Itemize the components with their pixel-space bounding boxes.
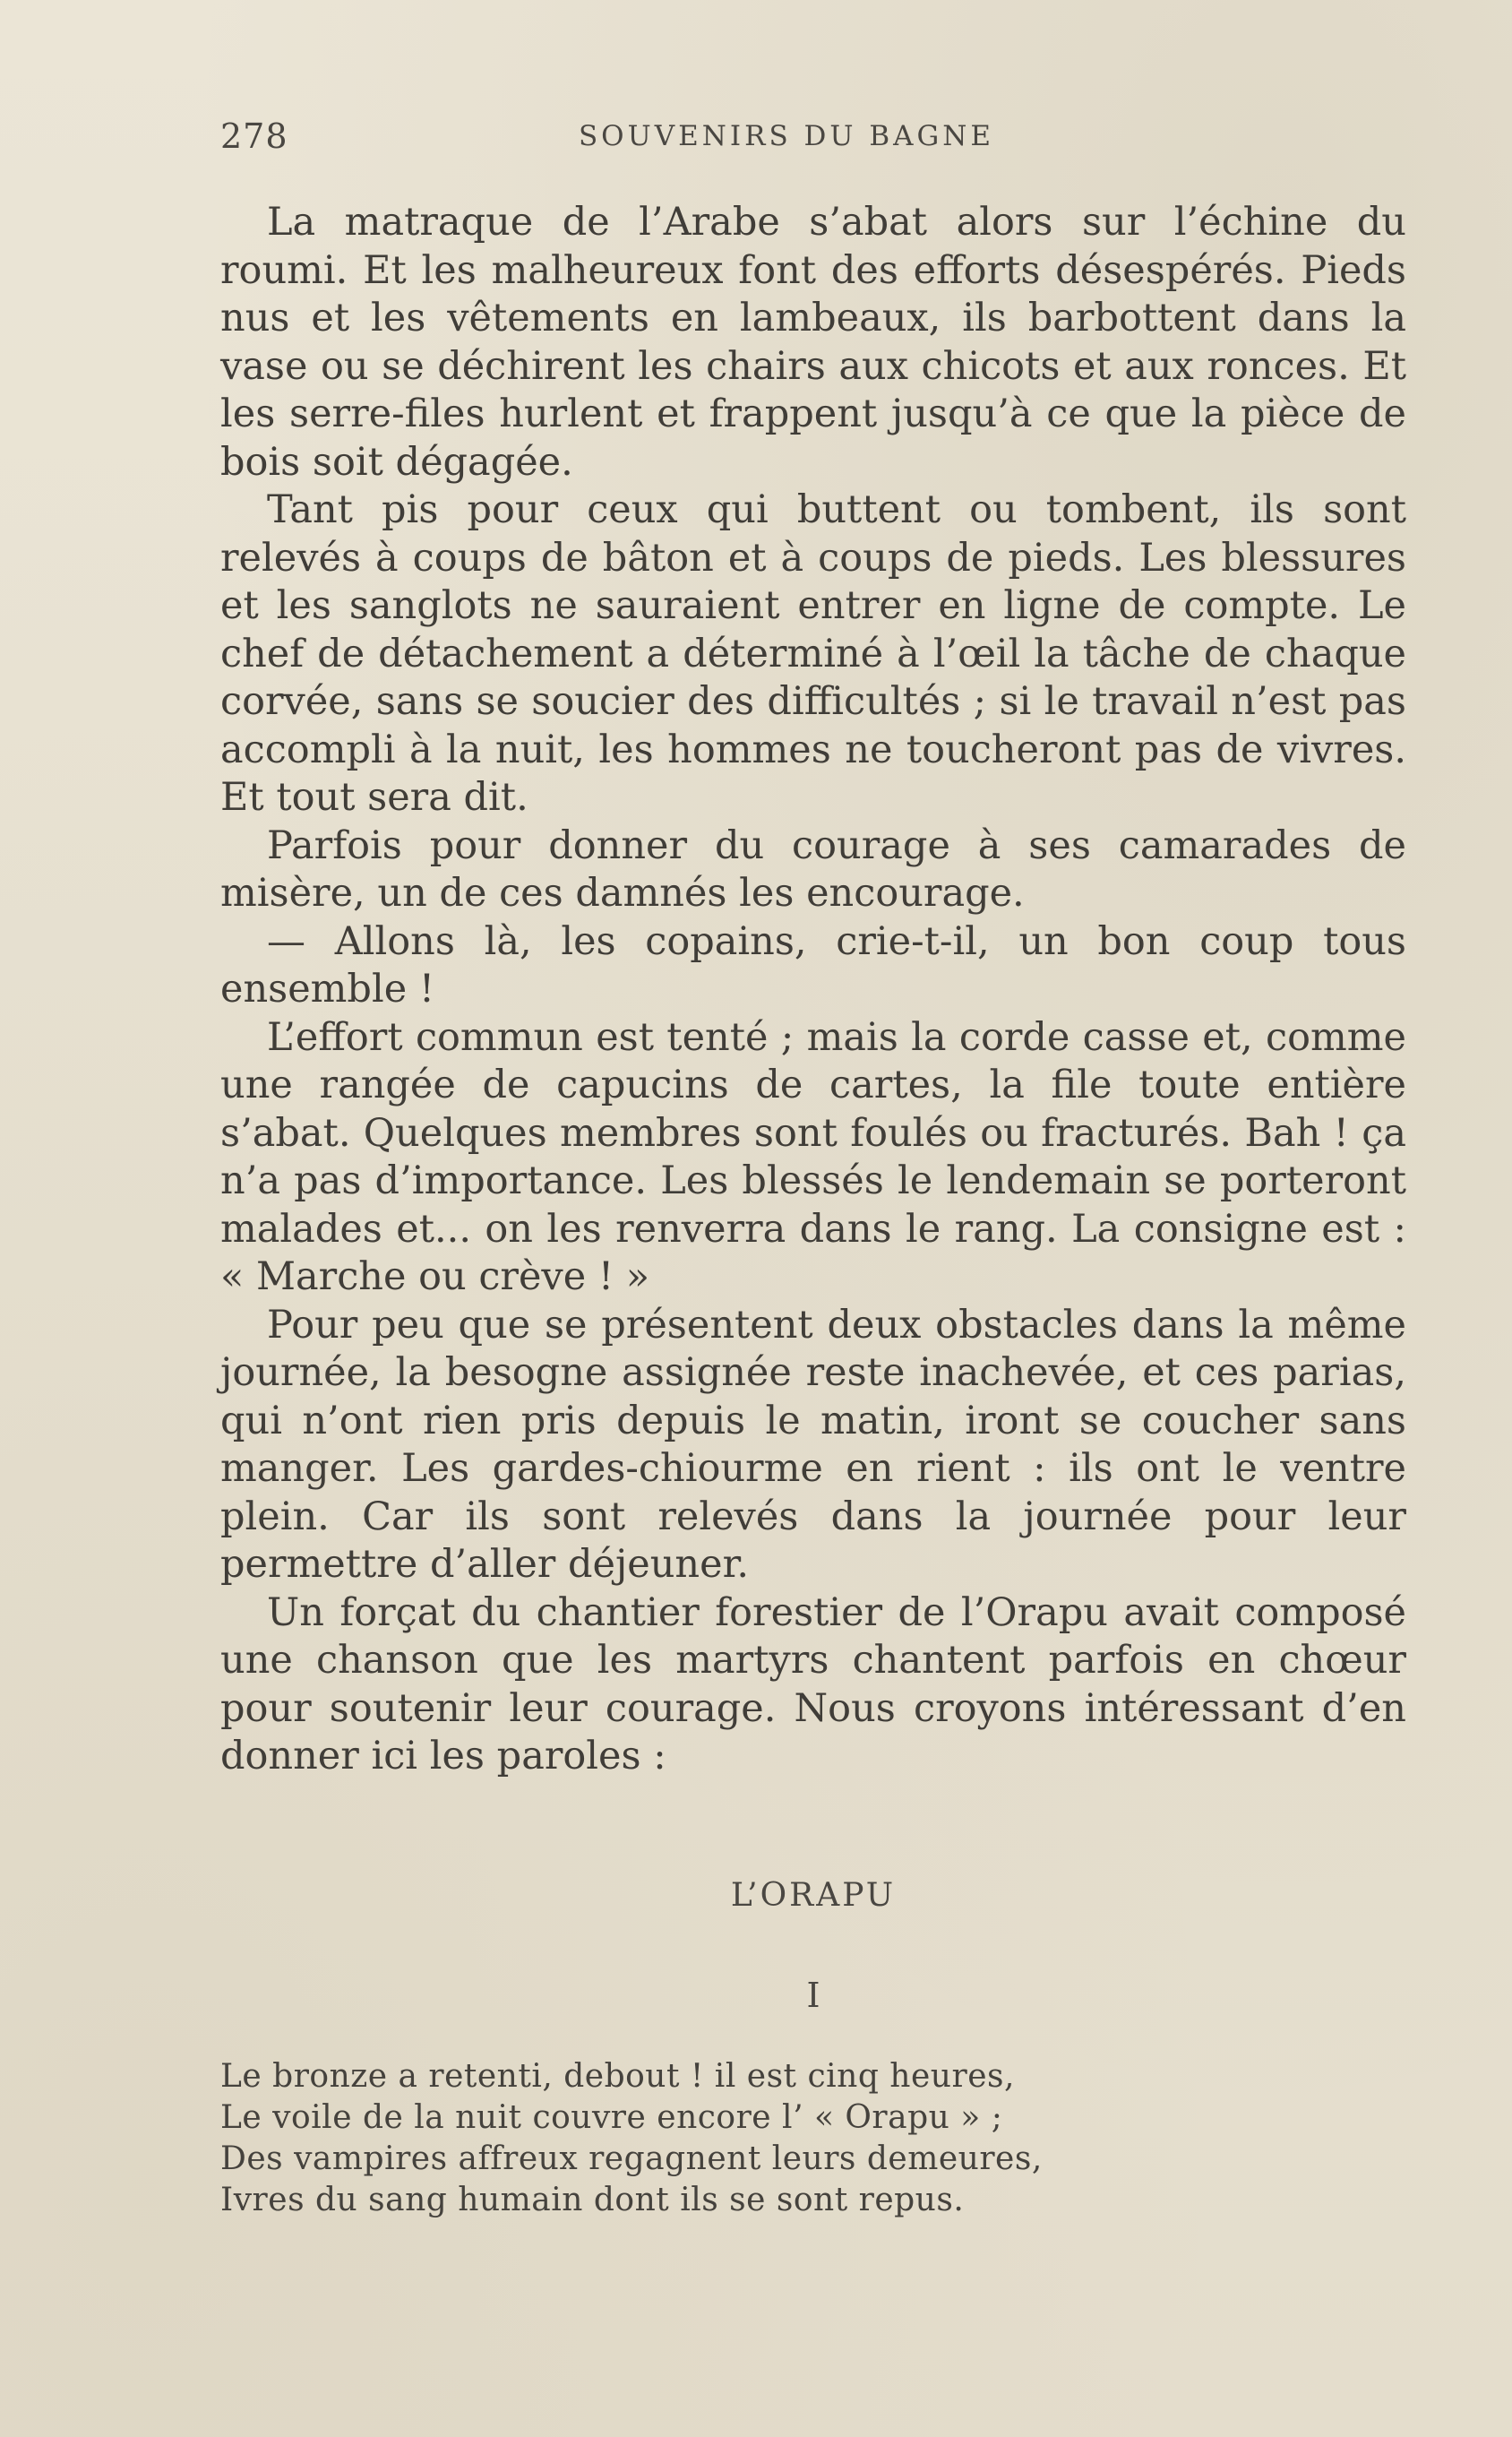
paragraph: L’effort commun est tenté ; mais la corde casse et, comme une rangée de capucins de cartes, la file toute entière s’abat. Quelques membres sont foulés ou fracturés. Bah ! ça n’a pas d’importance. Les blessés le lendemain se porteront malades et... on les renverra dans le rang. La consigne est : « Marche ou crève ! » — [220, 1014, 1406, 1299]
paragraph: — Allons là, les copains, crie-t-il, un bon coup tous ensemble ! — [220, 918, 1406, 1012]
body-text — [220, 199, 1406, 1781]
page-header — [220, 116, 1406, 161]
poem-part-number: I — [806, 1976, 820, 2015]
poem-line: Des vampires affreux regagnent leurs demeures, — [220, 2140, 1043, 2177]
paragraph: Tant pis pour ceux qui buttent ou tombent, ils sont relevés à coups de bâton et à coups de pieds. Les blessures et les sanglots ne sauraient entrer en ligne de compte. Le chef de détachement a déterminé à l’œil la tâche de chaque corvée, sans se soucier des difficultés ; si le travail n’est pas accompli à la nuit, les hommes ne toucheront pas de vivres. Et tout sera dit. — [220, 487, 1406, 820]
poem-line: Ivres du sang humain dont ils se sont repus. — [220, 2182, 965, 2218]
poem-line: Le voile de la nuit couvre encore l’ « Orapu » ; — [220, 2099, 1003, 2136]
paragraph: Pour peu que se présentent deux obstacles dans la même journée, la besogne assignée reste inachevée, et ces parias, qui n’ont rien pris depuis le matin, iront se coucher sans manger. Les gardes-chiourme en rient : ils ont le ventre plein. Car ils sont relevés dans la journée pour leur permettre d’aller déjeuner. — [220, 1302, 1406, 1587]
poem-line: Le bronze a retenti, debout ! il est cinq heures, — [220, 2058, 1015, 2095]
page-number: 278 — [220, 116, 288, 156]
running-title: SOUVENIRS DU BAGNE — [578, 120, 995, 152]
paragraph: Un forçat du chantier forestier de l’Orapu avait composé une chanson que les martyrs chantent parfois en chœur pour soutenir leur courage. Nous croyons intéressant d’en donner ici les paroles : — [220, 1589, 1406, 1778]
paragraph: La matraque de l’Arabe s’abat alors sur l’échine du roumi. Et les malheureux font des efforts désespérés. Pieds nus et les vêtements en lambeaux, ils barbottent dans la vase ou se déchirent les chairs aux chicots et aux ronces. Et les serre-files hurlent et frappent jusqu’à ce que la pièce de bois soit dégagée. — [220, 200, 1406, 485]
poem-stanza — [220, 2056, 1406, 2221]
paragraph: Parfois pour donner du courage à ses camarades de misère, un de ces damnés les encourage. — [220, 822, 1406, 916]
poem-title: L’ORAPU — [730, 1877, 897, 1914]
